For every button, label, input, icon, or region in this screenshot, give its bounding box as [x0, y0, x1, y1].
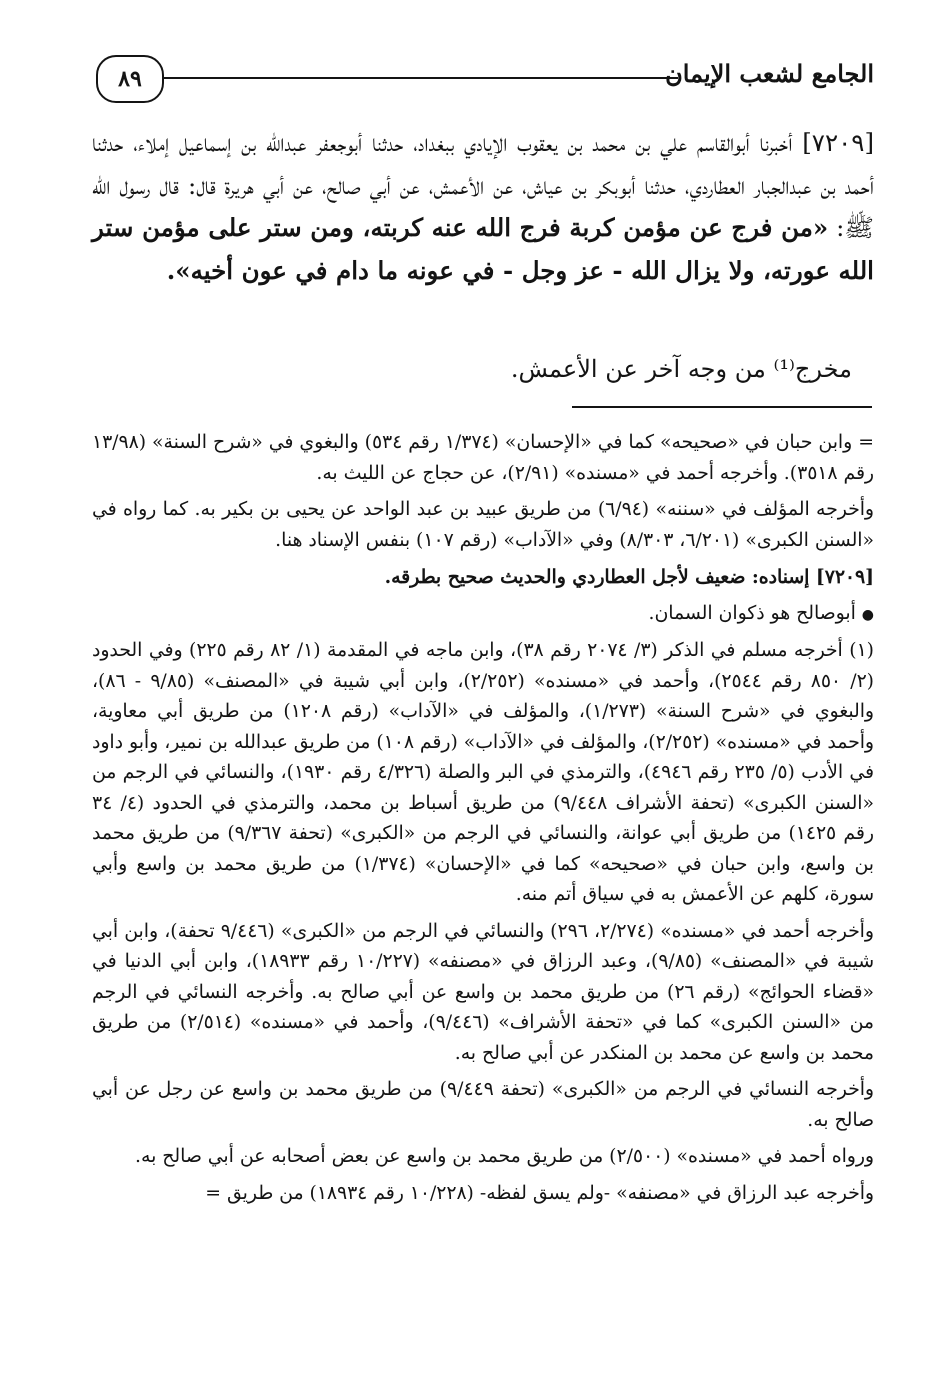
footnote-bullet-item [92, 599, 874, 631]
hadith-text: «من فرج عن مؤمن كربة فرج الله عنه كربته، ومن ستر على مؤمن ستر الله عورته، ولا يزال الله - عز وجل - في عونه ما دام في عون أخيه». [92, 213, 874, 285]
footnote-paragraph: = وابن حبان في «صحيحه» كما في «الإحسان» (١/٣٧٤ رقم ٥٣٤) والبغوي في «شرح السنة» (١٣/٩٨ رقم ٣٥١٨). وأخرجه أحمد في «مسنده» (٢/٩١)، عن حجاج عن الليث به. [92, 432, 874, 484]
isnad-grade: [٧٢٠٩] إسناده: ضعيف لأجل العطاردي والحديث صحيح بطرقه. [384, 566, 874, 588]
bullet-icon: ● [861, 606, 874, 623]
footnotes [92, 428, 874, 1215]
footnote-paragraph: وأخرجه عبد الرزاق في «مصنفه» -ولم يسق لفظه- (١٠/٢٢٨ رقم ١٨٩٣٤) من طريق = [205, 1182, 874, 1204]
footnote-paragraph: وأخرجه أحمد في «مسنده» (٢/٢٧٤، ٢٩٦) والنسائي في الرجم من «الكبرى» (٩/٤٤٦ تحفة)، وابن أبي شيبة في «المصنف» (٩/٨٥)، وعبد الرزاق في «مصنفه» (١٠/٢٢٧ رقم ١٨٩٣٣)، وابن أبي الدنيا في «قضاء الحوائج» (رقم ٢٦) من طريق محمد بن واسع عن أبي صالح به. وأخرجه النسائي في الرجم من «السنن الكبرى» كما في «تحفة الأشراف» (٩/٤٤٦)، وأحمد في «مسنده» (٢/٥١٤) من طريق محمد بن واسع عن محمد بن المنكدر عن أبي صالح به. [92, 920, 875, 1064]
hadith-takhrij-note: مخرج⁽¹⁾ من وجه آخر عن الأعمش. [510, 355, 852, 383]
bullet-text: أبوصالح هو ذكوان السمان. [648, 602, 856, 624]
footnote-paragraph: وأخرجه المؤلف في «سننه» (٦/٩٤) من طريق عبيد بن عبد الواحد عن يحيى بن بكير به. كما رواه في «السنن الكبرى» (٦/٢٠١، ٨/٣٠٣) وفي «الآداب» (رقم ١٠٧) بنفس الإسناد هنا. [92, 499, 874, 551]
page-header [96, 55, 874, 107]
header-rule [162, 77, 678, 79]
footnote-separator [572, 406, 872, 408]
hadith-chain: [٧٢٠٩] أخبرنا أبوالقاسم علي بن محمد بن يعقوب الإيادي ببغداد، حدثنا أبوجعفر عبدالله بن إسماعيل إملاء، حدثنا أحمد بن عبدالجبار العطاردي، حدثنا أبوبكر بن عياش، عن الأعمش، عن أبي صالح، عن أبي هريرة قال: قال رسول الله ﷺ: [92, 128, 874, 242]
hadith-paragraph [92, 122, 874, 292]
footnote-paragraph: (١) أخرجه مسلم في الذكر (٣/ ٢٠٧٤ رقم ٣٨)، وابن ماجه في المقدمة (١/ ٨٢ رقم ٢٢٥) وفي الحدود (٢/ ٨٥٠ رقم ٢٥٤٤)، وأحمد في «مسنده» (٢/٢٥٢)، وابن أبي شيبة في «المصنف» (٩/٨٥ - ٨٦)، والبغوي في «شرح السنة» (١/٢٧٣)، والمؤلف في «الآداب» (رقم ١٢٠٨) من طريق أبي معاوية، وأحمد في «مسنده» (٢/٢٥٢)، والمؤلف في «الآداب» (رقم ١٠٨) من طريق عبدالله بن نمير، وأبو داود في الأدب (٥/ ٢٣٥ رقم ٤٩٤٦)، والترمذي في البر والصلة (٤/٣٢٦ رقم ١٩٣٠)، والنسائي في الرجم من «السنن الكبرى» (تحفة الأشراف ٩/٤٤٨) من طريق أسباط بن محمد، والترمذي في الحدود (٤/ ٣٤ رقم ١٤٢٥) من طريق أبي عوانة، والنسائي في الرجم من «الكبرى» (تحفة ٩/٣٦٧) من طريق محمد بن واسع، وابن حبان في «صحيحه» كما في «الإحسان» (١/٣٧٤) من طريق محمد بن واسع وأبي سورة، كلهم عن الأعمش به في سياق أتم منه. [92, 640, 875, 905]
page-number: ٨٩ [96, 55, 164, 103]
footnote-paragraph: وأخرجه النسائي في الرجم من «الكبرى» (تحفة ٩/٤٤٩) من طريق محمد بن واسع عن رجل عن أبي صالح به. [92, 1079, 874, 1131]
footnote-paragraph: ورواه أحمد في «مسنده» (٢/٥٠٠) من طريق محمد بن واسع عن بعض أصحابه عن أبي صالح به. [135, 1146, 874, 1167]
book-title: الجامع لشعب الإيمان [665, 59, 874, 88]
hadith-body [92, 122, 874, 292]
